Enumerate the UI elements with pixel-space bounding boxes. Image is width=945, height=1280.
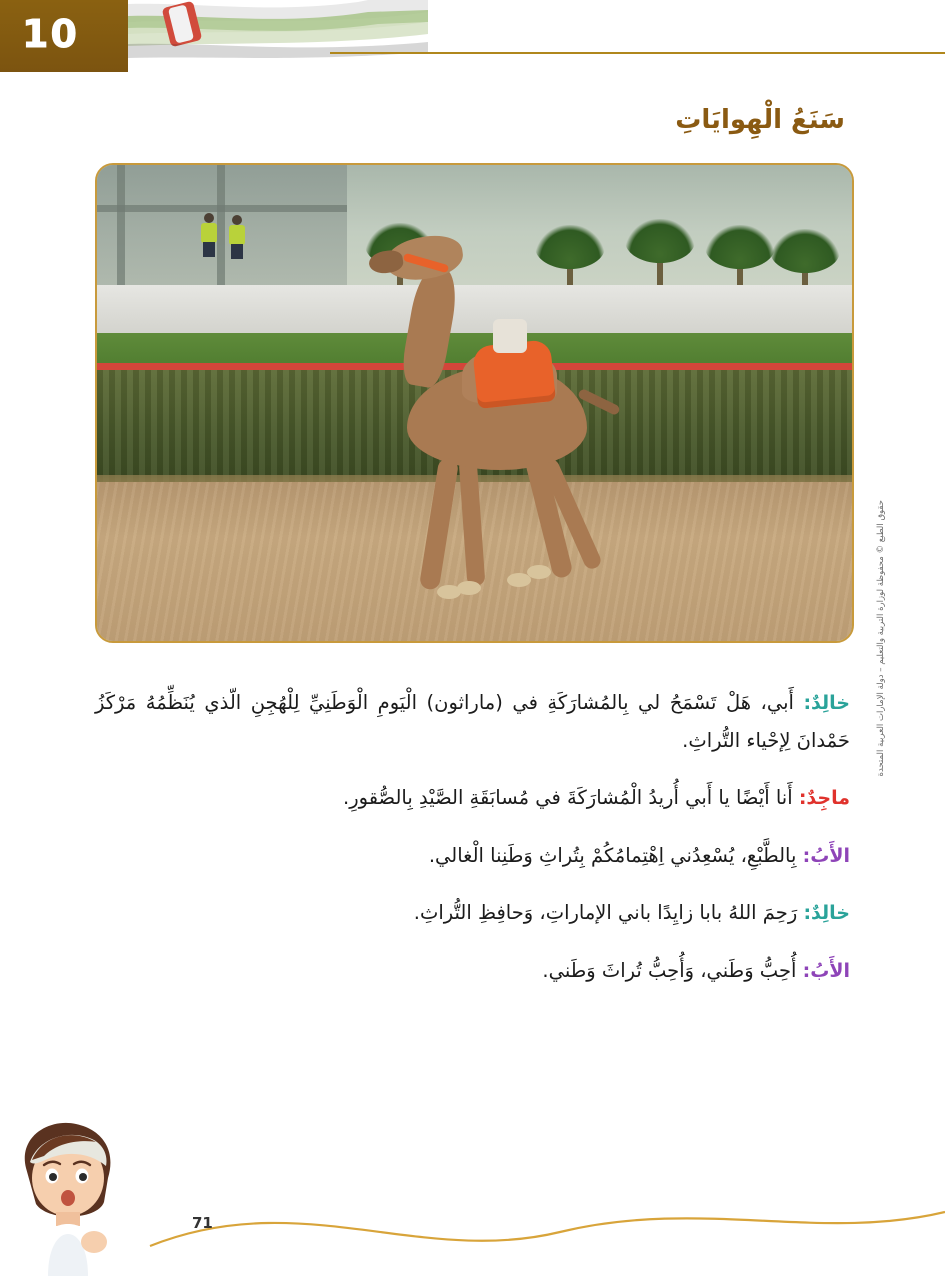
dialogue-text: أَبي، هَلْ تَسْمَحُ لي بِالمُشارَكَةِ في (ماراثون) الْيَومِ الْوَطَنِيِّ لِلْهُجِنِ الّذي يُنَظِّمُهُ مَرْكَزُ حَمْدانَ لِإحْياء التُّراثِ. (95, 690, 850, 752)
photo-beam (117, 165, 125, 285)
dialogue-block (95, 664, 850, 1009)
dialogue-line (95, 684, 850, 760)
dialogue-line (95, 952, 850, 990)
dialogue-line (95, 837, 850, 875)
footer-decoration (0, 1146, 945, 1276)
header-divider (330, 52, 945, 54)
photo-beam (217, 165, 225, 285)
speaker-name: خالِدٌ: (803, 691, 850, 714)
copyright-notice: حقوق الطبع © محفوظة لوزارة التربية والتعليم – دولة الإمارات العربية المتحدة (876, 500, 886, 777)
worker-figure (201, 213, 217, 257)
dialogue-line (95, 779, 850, 817)
worker-figure (229, 215, 245, 259)
speaker-name: ماجِدٌ: (798, 787, 850, 810)
speaker-name: الأَبُ: (802, 844, 850, 867)
dialogue-line (95, 894, 850, 932)
mascot-character (8, 1116, 138, 1276)
speaker-name: الأَبُ: (802, 959, 850, 982)
dialogue-text: أُحِبُّ وَطَني، وَأُحِبُّ تُراثَ وَطَني. (542, 958, 797, 982)
page-header (0, 0, 945, 78)
camel-figure (367, 215, 667, 595)
dialogue-text: بِالطَّبْعِ، يُسْعِدُني اِهْتِمامُكُمْ بِتُراثِ وَطَنِنا الْغالي. (428, 843, 797, 867)
page-title: سَنَعُ الْهِوايَاتِ (675, 105, 845, 135)
page-number: 71 (192, 1214, 213, 1232)
lesson-photo (95, 163, 854, 643)
dialogue-text: أَنا أَيْضًا يا أَبي أُريدُ الْمُشارَكَةَ في مُسابَقَةِ الصَّيْدِ بِالصُّقورِ. (343, 786, 793, 810)
camel-racing-illustration (97, 165, 852, 641)
lesson-number-badge (0, 0, 128, 72)
photo-beam (97, 205, 347, 212)
lesson-number: 10 (22, 12, 79, 56)
dialogue-text: رَحِمَ اللهُ بابا زايِدًا باني الإماراتِ، وَحافِظِ التُّراثِ. (413, 901, 798, 925)
speaker-name: خالِدٌ: (803, 902, 850, 925)
